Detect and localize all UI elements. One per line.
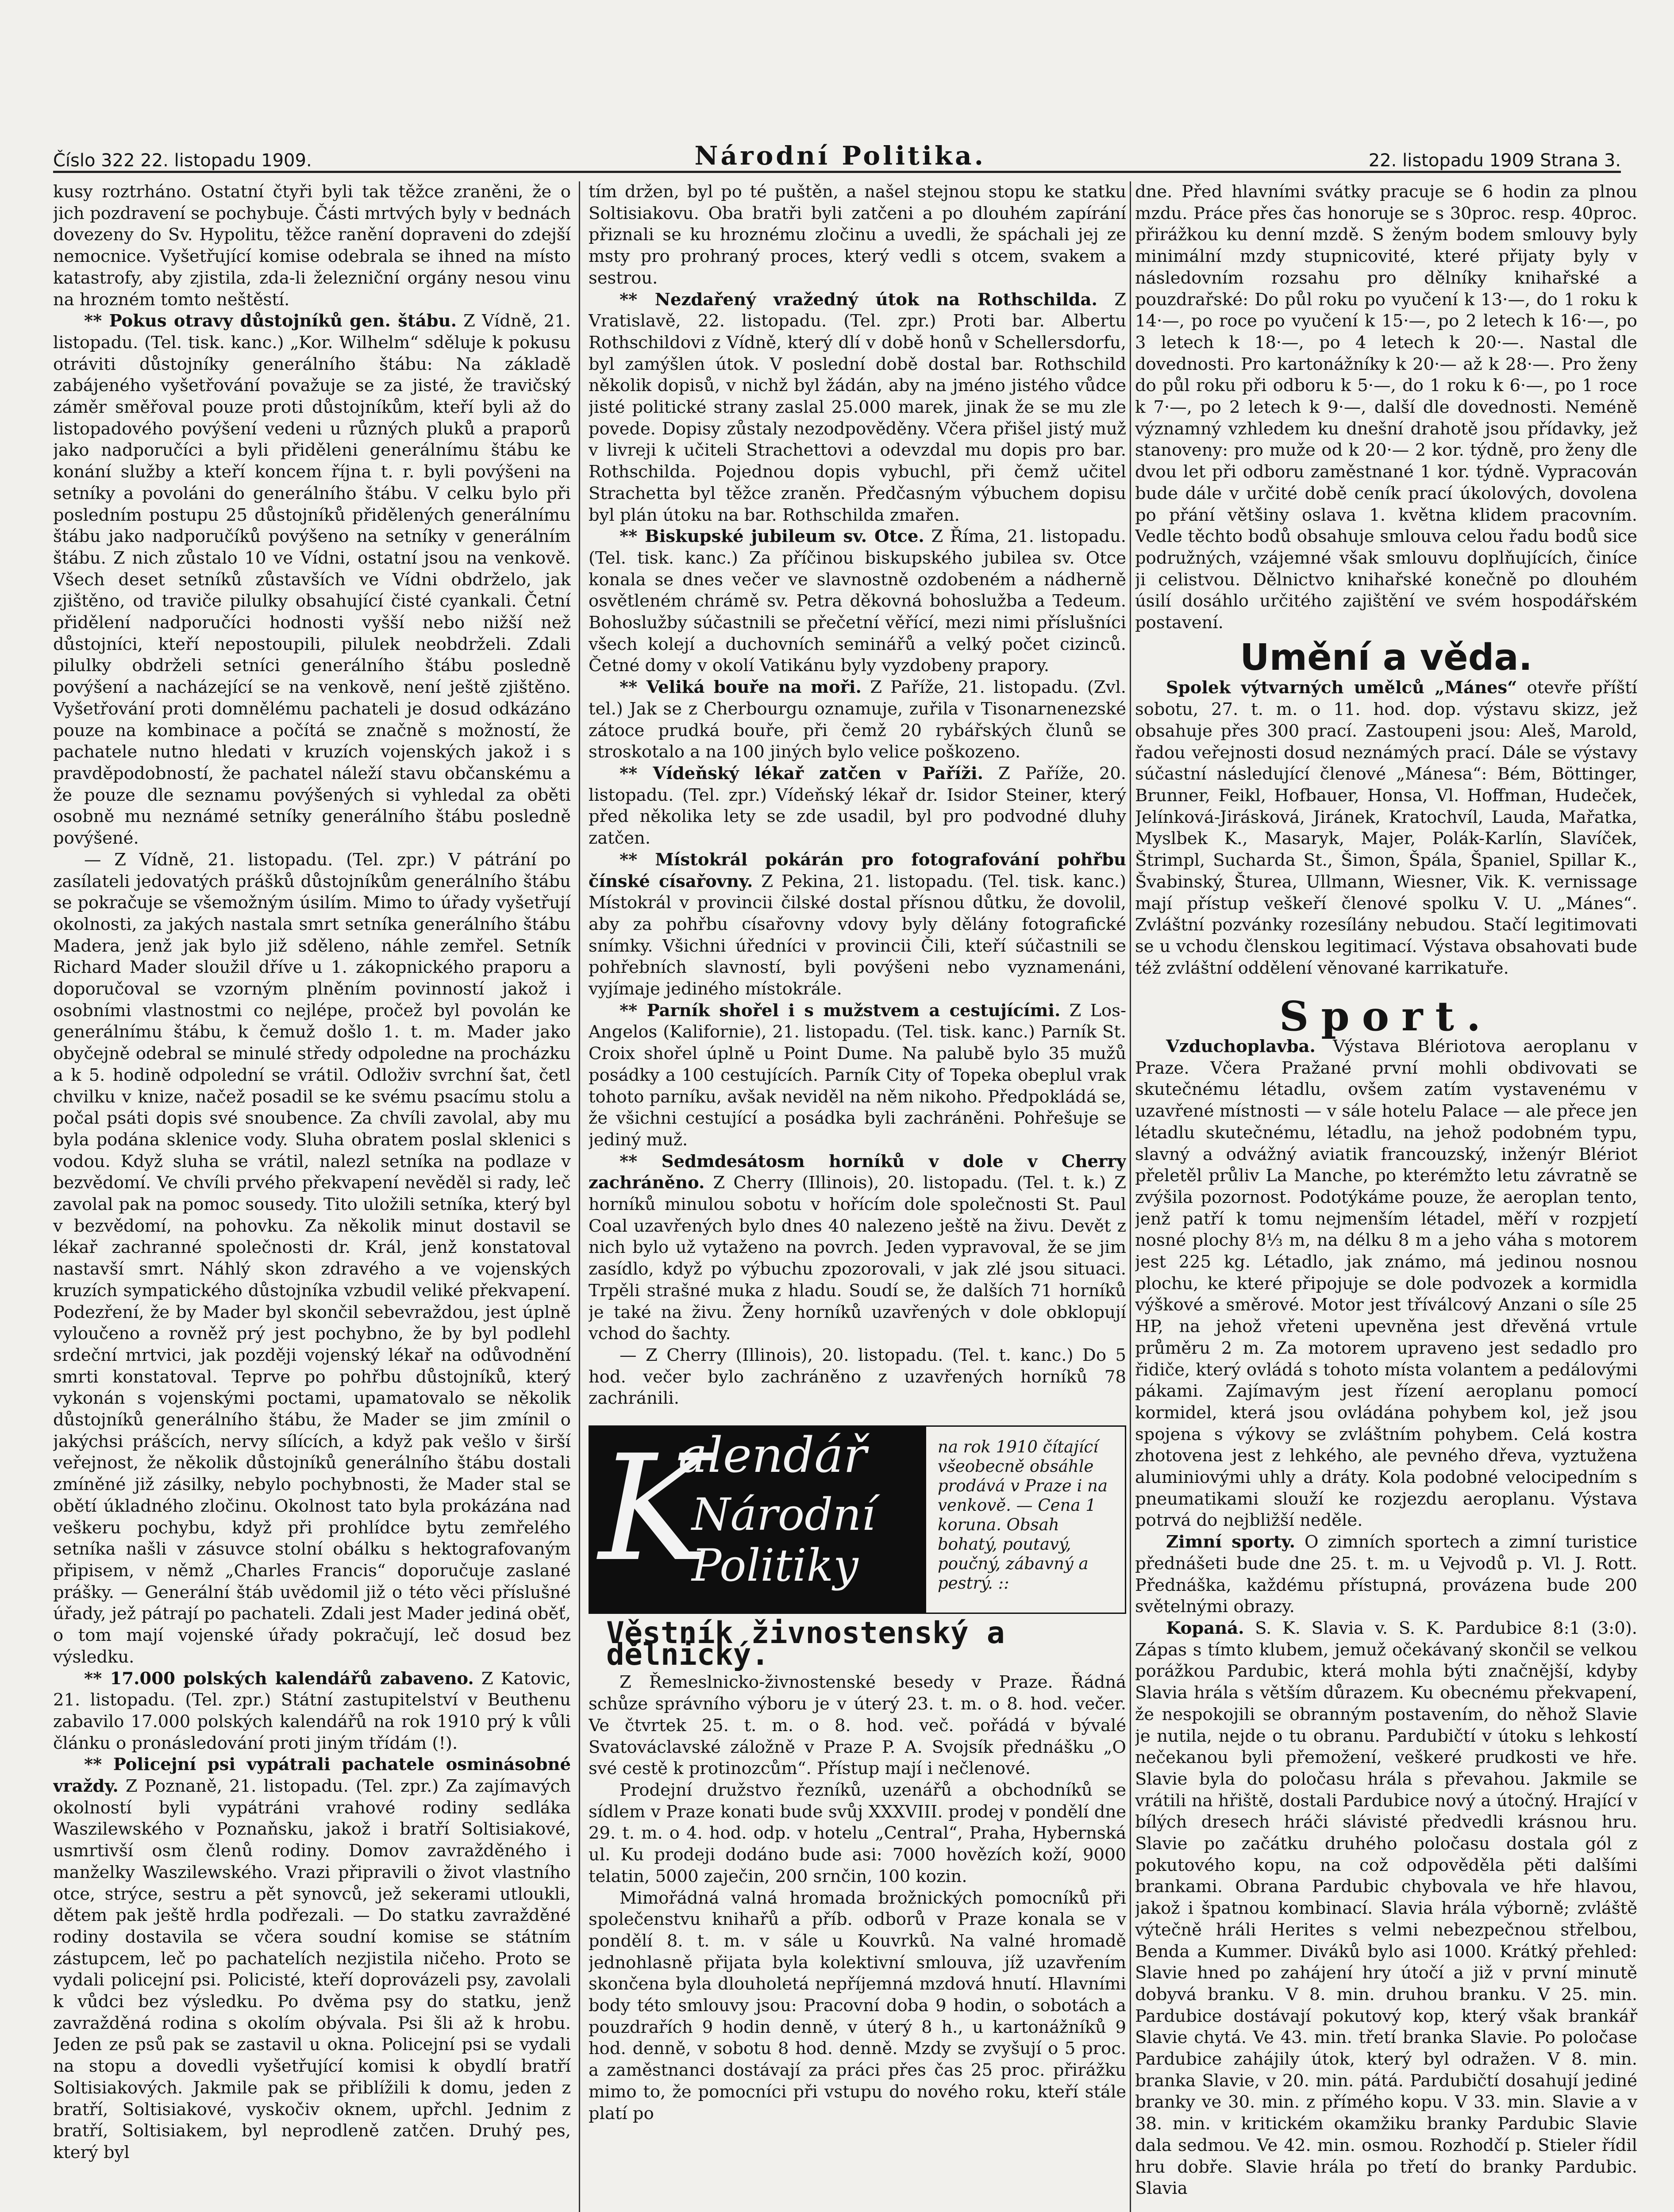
article-paragraph [589, 677, 1126, 763]
column-1 [53, 181, 571, 2212]
advertisement-logo-line: Národní [692, 1489, 876, 1541]
article-headline: ** Sedmdesátosm horníků v dole v Cherry zachráněno. [589, 1151, 1126, 1193]
article-body: — Z Cherry (Illinois), 20. listopadu. (Tel. t. kanc.) Do 5 hod. večer bylo zachráněno z uzavřených horníků 78 zachránili. [589, 1345, 1126, 1409]
article-body: tím držen, byl po té puštěn, a našel stejnou stopu ke statku Soltisiakovu. Oba bratři byli zatčeni a po dlouhém zapírání přiznali se ku hroznému zločinu a uvedli, že spáchali jej ze msty pro prohraný proces, který vedli s otcem, svakem a sestrou. [589, 182, 1126, 288]
article-headline: ** Místokrál pokárán pro fotografování pohřbu čínské císařovny. [589, 849, 1126, 891]
article-headline: ** Veliká bouře na moři. [620, 677, 862, 698]
advertisement-logo [590, 1424, 926, 1613]
header-issue-date: Číslo 322 22. listopadu 1909. [53, 150, 312, 171]
article-body: Prodejní družstvo řezníků, uzenářů a obchodníků se sídlem v Praze konati bude svůj XXXVIII. prodej v pondělí dne 29. t. m. o 4. hod. odp. v hotelu „Central“, Praha, Hybernská ul. Ku prodeji dodáno bude asi: 7000 hovězích koží, 9000 telatin, 5000 zaječin, 200 srnčin, 100 kozin. [589, 1780, 1126, 1886]
article-paragraph [53, 1668, 571, 1755]
article-paragraph [589, 181, 1126, 289]
article-body: Z Paříže, 20. listopadu. (Tel. zpr.) Vídeňský lékař dr. Isidor Steiner, který před několika lety se zde usadil, byl pro podvodné dluhy zatčen. [589, 763, 1126, 849]
article-headline: Kopaná. [1166, 1618, 1244, 1638]
article-paragraph [1135, 1618, 1637, 2200]
article-body: Z Vratislavě, 22. listopadu. (Tel. zpr.) Proti bar. Albertu Rothschildovi z Vídně, který dlí v době honů v Schellersdorfu, byl zamýšlen útok. V poslední době dostal bar. Rothschild několik dopisů, v nichž byl žádán, aby na jméno jistého vůdce jisté politické strany zaslal 25.000 marek, jinak že se mu zle povede. Dopisy zůstaly nezodpověděny. Včera přišel jistý muž v livreji k učiteli Strachettovi a odevzdal mu dopis pro bar. Rothschilda. Pojednou dopis vybuchl, při čemž učitel Strachetta byl těžce zraněn. Předčasným výbuchem dopisu byl plán útoku na bar. Rothschilda zmařen. [589, 289, 1126, 525]
article-headline: ** Biskupské jubileum sv. Otce. [620, 526, 924, 547]
article-paragraph [1135, 1532, 1637, 1618]
article-headline: ** Parník shořel i s mužstvem a cestujícími. [620, 1000, 1061, 1021]
article-body: Z Řemeslnicko-živnostenské besedy v Praze. Řádná schůze správního výboru je v úterý 23. t. m. o 8. hod. večer. Ve čtvrtek 25. t. m. o 8. hod. več. pořádá v bývalé Svatováclavské záložně v Praze P. A. Svojsík přednášku „O své cestě k protinozcům“. Přístup mají i nečlenové. [589, 1672, 1126, 1779]
article-body: — Z Vídně, 21. listopadu. (Tel. zpr.) V pátrání po zasílateli jedovatých prášků důstojníkům generálního štábu se pokračuje se všemožným úsilím. Mimo to úřady vyšetřují okolnosti, za jakých nastala smrt setníka generálního štábu Madera, jenž jak bylo již sděleno, náhle zemřel. Setník Richard Mader sloužil dříve u 1. zákopnického praporu a doporučoval se vzorným plněním povinností jakož i osobními vlastnostmi co nejlépe, pročež byl povolán ke generálnímu štábu, k čemuž došlo 1. t. m. Mader jako obyčejně odebral se minulé středy odpoledne na procházku a k 5. hodině odpolední se vrátil. Odloživ svrchní šat, četl chvilku v knize, načež posadil se ke svému psacímu stolu a počal psáti dopis své snoubence. Za chvíli zavolal, aby mu byla podána sklenice vody. Sluha obratem poslal sklenici s vodou. Když sluha se vrátil, nalezl setníka na podlaze v bezvědomí. Ve chvíli prvého překvapení nevěděl si rady, leč zavolal pak na pomoc sousedy. Tito uložili setníka, který byl v bezvědomí, na pohovku. Za několik minut dostavil se lékař zachranné společnosti dr. Král, jenž konstatoval nastavší smrt. Náhlý skon zdravého a ve vojenských kruzích sympatického důstojníka vzbudil veliké překvapení. Podezření, že by Mader byl skončil sebevraždou, jest úplně vyloučeno a rovněž prý jest pochybno, že by byl podlehl srdeční mrtvici, jak později vojenský lékař na odůvodnění smrti konstatoval. Teprve po pohřbu důstojníků, který vykonán s vojenskými poctami, upamatovalo se několik důstojníků generálního štábu, že Mader se jim zmínil o jakýchsi prášcích, nervy sílících, a když pak vešlo v širší veřejnost, že několik důstojníků generálního štábu dostali zmíněné již zásilky, nebylo pochybnosti, že Mader stal se obětí úkladného zločinu. Okolnost tato byla prokázána nad veškeru pochybu, když při prohlídce bytu zemřelého setníka našli v zásuvce stolní obálku s hektografovaným připisem, v němž „Charles Francis“ doporučuje zaslané prášky. — Generální štáb uvědomil již o této věci příslušné úřady, jež pátrají po pachateli. Zdali jest Mader jediná oběť, o tom mají vojenské úřady pokračují, leč dosud bez výsledku. [53, 849, 571, 1667]
article-body: otevře příští sobotu, 27. t. m. o 11. hod. dop. výstavu skizz, jež obsahuje přes 300 prací. Zastoupeni jsou: Aleš, Marold, řadou veřejnosti dosud neznámých prací. Dále se výstavy súčastní následující členové „Mánesa“: Bém, Böttinger, Brunner, Feikl, Hofbauer, Honsa, Vl. Hoffman, Hudeček, Jelínková-Jirásková, Jiránek, Kratochvíl, Lauda, Mařatka, Myslbek K., Masaryk, Majer, Polák-Karlín, Slavíček, Štrimpl, Sucharda St., Šimon, Špála, Španiel, Spillar K., Švabinský, Šturea, Ullmann, Wiesner, Vik. K. vernissage mají přístup veškeří členové spolku V. U. „Mánes“. Zvláštní pozvánky rozesílány nebudou. Stačí legitimovati se u vchodu členskou legitimací. Výstava obsahovati bude též zvláštní oddělení věnované karrikatuře. [1135, 678, 1637, 978]
article-paragraph [589, 1151, 1126, 1345]
article-body: Z Katovic, 21. listopadu. (Tel. zpr.) Státní zastupitelství v Beuthenu zabavilo 17.000 polských kalendářů na rok 1910 prý k vůli článku o pronásledování proti jiným třídám (!). [53, 1668, 571, 1753]
article-paragraph [53, 1754, 571, 2163]
article-paragraph [1135, 181, 1637, 634]
article-headline: ** Pokus otravy důstojníků gen. štábu. [84, 311, 457, 331]
article-body: Z Poznaně, 21. listopadu. (Tel. zpr.) Za zajímavých okolností byli vypátráni vrahové rodiny sedláka Waszilewského v Poznaňsku, jakož i bratří Soltisiakové, usmrtivší osm členů rodiny. Domov zavražděného i manželky Waszilewského. Vrazi připravili o život vlastního otce, strýce, sestru a pět synovců, jež sekerami utloukli, dětem pak ještě hrdla podřezali. — Do statku zavražděné rodiny dostavila se včera soudní komise se státním zástupcem, leč po pachatelích nezjistila ničeho. Proto se vydali policejní psi. Policisté, kteří doprovázeli psy, zavolali k vůdci bez výsledku. Po dvěma psy do statku, jenž zavražděná rodina s okolím obývala. Psi šli až k hrobu. Jeden ze psů pak se zastavil u okna. Policejní psi se vydali na stopu a dovedli vyšetřující komisi k obydlí bratří Soltisiakových. Jakmile pak se přiblížili k domu, jeden z bratří, Soltisiakové, vyskočiv oknem, upřchl. Jednim z bratří, Soltisiakem, byl neprodleně zatčen. Druhý pes, který byl [53, 1776, 571, 2162]
article-body: S. K. Slavia v. S. K. Pardubice 8:1 (3:0). Zápas s tímto klubem, jemuž očekávaný skončil se velkou porážkou Pardubic, která mohla býti značnější, kdyby Slavia hrála s větším důrazem. Ku obecnému překvapení, že nespokojili se obranným postavením, do něhož Slavie je nutila, nejde o tu obranu. Pardubičtí v útoku s lehkostí nečekanou byli přemožení, veškeré prudkosti ve hře. Slavie byla do poločasu hrála s převahou. Jakmile se vrátili na hřiště, dostali Pardubice nový a útočný. Hrající v bílých dresech hráči slávisté předvedli krásnou hru. Slavie po začátku druhého poločasu dostala gól z pokutového kopu, na což odpověděla pěti dalšími brankami. Obrana Pardubic chybovala ve hře hlavou, jakož i špatnou kombinací. Slavia hrála výborně; zvláště výtečně hráli Herites s velmi nebezpečnou střelbou, Benda a Kummer. Diváků bylo asi 1000. Krátký přehled: Slavie hned po zahájení hry útočí a již v první minutě dobyvá branku. V 8. min. druhou branku. V 25. min. Pardubice dostávají pokutový kop, který však brankář Slavie chytá. Ve 43. min. třetí branka Slavie. Po poločase Pardubice zahájily útok, který byl odražen. V 8. min. branka Slavie, v 20. min. pátá. Pardubičtí dosahují jediné branky ve 30. min. z přímého kopu. V 33. min. Slavie a v 38. min. v kritickém okamžiku branky Pardubic Slavie dala sedmou. Ve 42. min. osmou. Rozhodčí p. Stieler řídil hru dobře. Slavie hrála po třetí do branky Pardubic. Slavia [1135, 1618, 1637, 2199]
advertisement-logo-initial: K [599, 1424, 708, 1594]
article-body: Z Paříže, 21. listopadu. (Zvl. tel.) Jak se z Cherbourgu oznamuje, zuřila v Tisonarnenezské zátoce prudká bouře, při čemž 20 rybářských člunů se stroskotalo a na 100 jiných bylo velice poškozeno. [589, 677, 1126, 762]
article-paragraph [589, 1000, 1126, 1151]
article-headline: Vzduchoplavba. [1166, 1037, 1316, 1057]
article-body: Z Cherry (Illinois), 20. listopadu. (Tel. t. k.) Z horníků minulou sobotu v hořícím dole společnosti St. Paul Coal uzavřených bylo dnes 40 nalezeno ještě na živu. Devět z nich bylo už vytaženo na povrch. Jeden vypravoval, že se jim zasídlo, když po výbuchu zpozorovali, v jak zlé jsou situaci. Trpěli strašné muka z hladu. Soudí se, že dalších 71 horníků je také na živu. Ženy horníků uzavřených v dole obklopují vchod do šachty. [589, 1173, 1126, 1344]
column-2 [589, 181, 1126, 2212]
calendar-advertisement [589, 1425, 1126, 1614]
advertisement-logo-line: Politiky [692, 1540, 858, 1592]
article-paragraph [1135, 677, 1637, 979]
advertisement-logo-line: alendář [678, 1427, 867, 1484]
article-paragraph [589, 289, 1126, 526]
article-paragraph [53, 311, 571, 849]
article-headline: Spolek výtvarných umělců „Mánes“ [1166, 678, 1517, 698]
article-paragraph [1135, 1036, 1637, 1532]
section-title-umeni: Umění a věda. [1240, 636, 1532, 679]
article-paragraph [589, 1888, 1126, 2125]
column-3 [1135, 181, 1637, 2212]
section-title-sport: Sport. [1279, 992, 1493, 1041]
article-headline: ** Policejní psi vypátrali pachatele osminásobné vraždy. [53, 1755, 571, 1797]
article-body: kusy roztrháno. Ostatní čtyři byli tak těžce zraněni, že o jich pozdravení se pochybuje. Části mrtvých byly v bednách dovezeny do Sv. Hypolitu, těžce ranění dopraveni do zdejší nemocnice. Vyšetřující komise odebrala se ihned na místo katastrofy, aby zjistila, zda-li železniční orgány nesou vinu na hrozném tomto neštěstí. [53, 182, 571, 310]
article-paragraph [53, 181, 571, 311]
section-title-vestnik: Věstník živnostenský a dělnický. [606, 1616, 1005, 1672]
article-body: O zimních sportech a zimní turistice přednášeti bude dne 25. t. m. u Vejvodů p. Vl. J. Rott. Přednáška, každému přístupná, provázena bude 200 světelnými obrazy. [1135, 1532, 1637, 1617]
article-paragraph [589, 1345, 1126, 1409]
article-paragraph [589, 1780, 1126, 1888]
article-paragraph [589, 1672, 1126, 1780]
article-body: Z Říma, 21. listopadu. (Tel. tisk. kanc.) Za příčinou biskupského jubilea sv. Otce konala se dnes večer ve slavnostně ozdobeném a nádherně osvětleném chrámě sv. Petra děkovná bohoslužba a Tedeum. Bohoslužby súčastnili se přečetní věřící, mezi nimi příslušníci všech kolejí a duchovních seminářů a velký počet cizinců. Četné domy v okolí Vatikánu byly vyzdobeny prapory. [589, 526, 1126, 676]
article-headline: ** 17.000 polských kalendářů zabaveno. [84, 1668, 474, 1689]
article-body: Z Los-Angelos (Kalifornie), 21. listopadu. (Tel. tisk. kanc.) Parník St. Croix shořel úplně u Point Dume. Na palubě bylo 35 mužů posádky a 100 cestujících. Parník City of Topeka obeplul vrak tohoto parníku, avšak neviděl na něm nikoho. Předpokládá se, že všichni cestující a posádka byli zachráněni. Pohřešuje se jediný muž. [589, 1000, 1126, 1150]
article-body: Z Pekina, 21. listopadu. (Tel. tisk. kanc.) Místokrál v provincii čilské dostal přísnou důtku, že dovolil, aby za pohřbu císařovny vdovy byly dělány fotografické snímky. Všichni úředníci v provincii Čili, kteří súčastnili se pohřebních slavností, byli povýšeni nebo vyznamenáni, vyjímaje jediného místokrále. [589, 871, 1126, 999]
column-divider [1130, 181, 1131, 2212]
header-page-number: 22. listopadu 1909 Strana 3. [1368, 150, 1621, 171]
article-body: Z Vídně, 21. listopadu. (Tel. tisk. kanc.) „Kor. Wilhelm“ sděluje k pokusu otráviti důstojníky generálního štábu: Na základě zabájeného vyšetřování považuje se za jisté, že travičský záměr směřoval pouze proti důstojníkům, kteří byli až do listopadového povýšení vedeni u různých pluků a praporů jako nadporučíci a byli přiděleni generálnímu štábu ke konání služby a kteří koncem října t. r. byli povýšeni na setníky a povoláni do generálního štábu. V celku bylo při posledním postupu 25 důstojníků přidělených generálnímu štábu jako nadporučíků povýšeno na setníky v generálním štábu. Z nich zůstalo 10 ve Vídni, ostatní jsou na venkově. Všech deset setníků zůstavších ve Vídni obdrželo, jak zjištěno, od traviče pilulky obsahující čisté cyankali. Četní přidělení nadporučíci hodnosti vyšší nebo nižší než důstojníci, kteří nepostoupili, pilulek neobdrželi. Zdali pilulky obdrželi setníci generálního štábu posledně povýšení a nacházející se na venkově, není ještě zjištěno. Vyšetřování proti domnělému pachateli je dosud odkázáno pouze na kombinace a počítá se značně s možností, že pachatele nutno hledati v kruzích vojenských jakož i s pravděpodobností, že pachatel náleží stavu občanskému a že pouze dle seznamu povýšených si vyhledal za oběti osobně mu neznámé setníky generálního štábu posledně povýšené. [53, 311, 571, 849]
article-headline: ** Vídeňský lékař zatčen v Paříži. [620, 763, 984, 783]
article-body: Výstava Blériotova aeroplanu v Praze. Včera Pražané první mohli obdivovati se skutečnému létadlu, ovšem zatím vystavenému v uzavřené místnosti — v sále hotelu Palace — ale přece jen létadlu skutečnému, létadlu, na jehož podobném typu, slavný a odvážný aviatik francouzský, inženýr Blériot přeletěl průliv La Manche, po kterémžto letu závratně se zvýšila pozornost. Podotýkáme pouze, že aeroplan tento, jenž patří k tomu nejmenším létadel, měří v rozpjetí nosné plochy 8⅓ m, na délku 8 m a jeho váha s motorem jest 225 kg. Létadlo, jak známo, má jedinou nosnou plochu, ke které připojuje se dole podvozek a kormidla výškové a směrové. Motor jest tříválcový Anzani o síle 25 HP, na jehož vřeteni upevněna jest dřevěná vrtule průměru 2 m. Za motorem upraveno jest sedadlo pro řidiče, který ovládá s tohoto místa volantem a pedálovými pákami. Zajímavým jest řízení aeroplanu pomocí kormidel, která jsou ovládána pohybem kol, jež jsou spojena s výkovy se zvláštním pohybem. Celá kostra zhotovena jest z lehkého, ale pevného dřeva, vyztužena aluminiovými uhly a dráty. Kola podobné velocipedním s pneumatikami slouží ke rozjezdu aeroplanu. Výstava potrvá do nejbližší neděle. [1135, 1037, 1637, 1531]
article-headline: Zimní sporty. [1166, 1532, 1295, 1552]
page-header [53, 133, 1621, 173]
article-paragraph [589, 849, 1126, 1000]
article-headline: ** Nezdařený vražedný útok na Rothschilda. [620, 289, 1097, 310]
newspaper-title: Národní Politika. [694, 141, 986, 171]
article-body: dne. Před hlavními svátky pracuje se 6 hodin za plnou mzdu. Práce přes čas honoruje se s 30proc. resp. 40proc. přirážkou ku denní mzdě. S ženým bodem smlouvy byly minimální mzdy stupnicovité, které přijaty byly v následovním rozsahu pro dělníky knihařské a pouzdrařské: Do půl roku po vyučení k 13·—, do 1 roku k 14·—, po roce po vyučení k 15·—, po 2 letech k 16·—, po 3 letech k 18·—, po 4 letech k 20·—. Nastal dle dovednosti. Pro kartonážníky k 20·— až k 28·—. Pro ženy do půl roku při odboru k 5·—, do 1 roku k 6·—, po 1 roce k 7·—, po 2 letech k 9·—, další dle dovednosti. Neméně významný vzhledem ku dnešní drahotě jsou přídavky, jež stanoveny: pro muže od k 20·— 2 kor. týdně, pro ženy dle dvou let při odboru zaměstnané 1 kor. týdně. Vypracován bude dále v určité době ceník prací úkolových, dovolena po přání většiny oslava 1. května klidem pracovním. Vedle těchto bodů obsahuje smlouva celou řadu bodů sice podružných, vzájemné však smlouvu doplňujících, činíce ji celistvou. Dělnictvo knihařské konečně po dlouhém úsilí dosáhlo určitého zajištění ve svém hospodářském postavení. [1135, 182, 1637, 633]
advertisement-text: na rok 1910 čítající všeobecně obsáhle prodává v Praze i na venkově. — Cena 1 koruna. Obsah bohatý, poutavý, poučný, zábavný a pestrý. :: [938, 1437, 1108, 1593]
article-body: Mimořádná valná hromada brožnických pomocníků při společenstvu knihařů a příb. odborů v Praze konala se v pondělí 8. t. m. v sále u Kouvrků. Na valné hromadě jednohlasně přijata byla kolektivní smlouva, jíž uzavřením skončena byla dlouholetá nepříjemná mzdová hnutí. Hlavními body této smlouvy jsou: Pracovní doba 9 hodin, o sobotách a pouzdrařích 9 hodin denně, v úterý 8 h., u kartonážníků 9 hod. denně, v sobotu 8 hod. denně. Mzdy se zvyšují o 5 proc. a zaměstnanci dostávají za práci přes čas 25 proc. přirážku mimo to, že pomocníci při vstupu do nového roku, kteří stále platí po [589, 1888, 1126, 2124]
article-paragraph [589, 526, 1126, 677]
article-paragraph [589, 763, 1126, 849]
column-divider [579, 181, 580, 2212]
article-paragraph [53, 849, 571, 1668]
